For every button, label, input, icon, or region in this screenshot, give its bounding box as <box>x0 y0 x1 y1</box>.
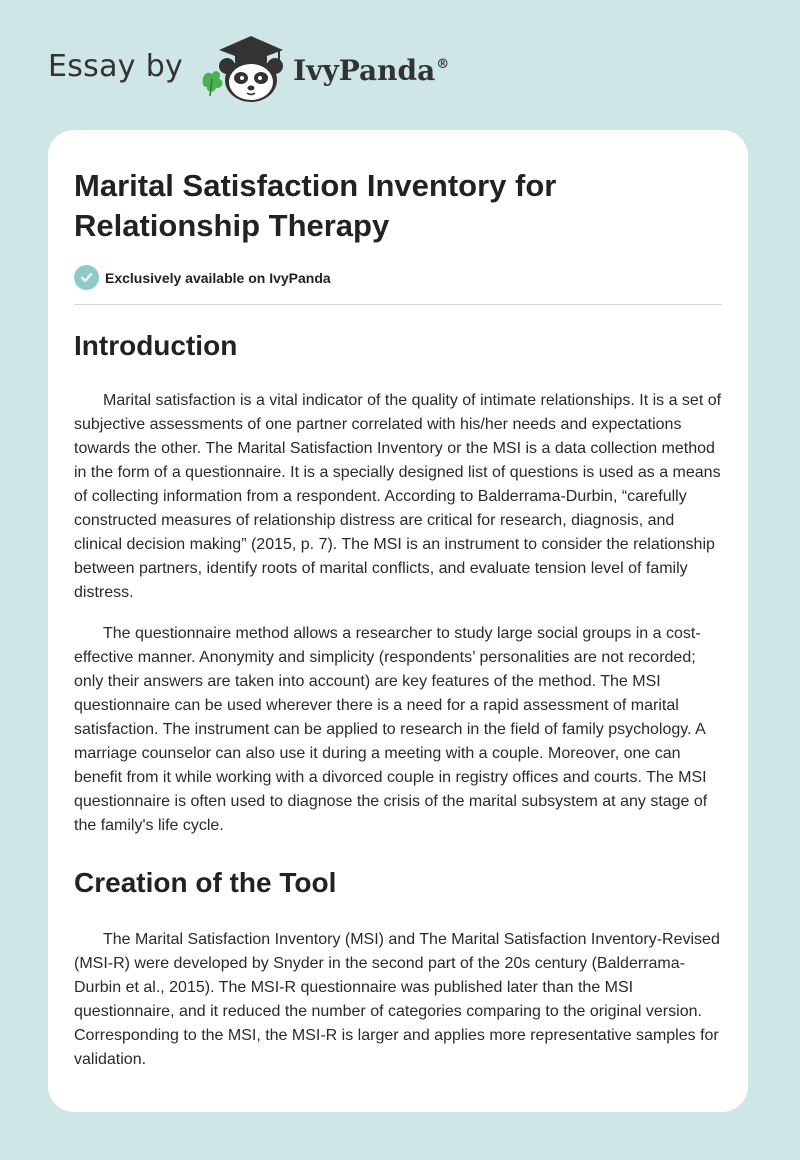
panda-logo-icon[interactable] <box>199 32 291 108</box>
site-header <box>48 30 449 110</box>
section-heading-introduction: Introduction <box>74 330 238 361</box>
paragraph: The questionnaire method allows a researcher to study large social groups in a cost-effective manner. Anonymity and simplicity (respondents’ personalities are not recorded; only their answers are taken into account) are key features of the method. The MSI questionnaire can be used wherever there is a need for a rapid assessment of marital satisfaction. The instrument can be applied to research in the field of family psychology. A marriage counselor can also use it during a meeting with a couple. Moreover, one can benefit from it while working with a divorced couple in registry offices and courts. The MSI questionnaire is often used to diagnose the crisis of the marital subsystem at any stage of the family's life cycle. <box>74 625 708 834</box>
page-title: Marital Satisfaction Inventory for Relationship Therapy <box>74 168 557 243</box>
essay-by-label: Essay by <box>48 48 184 84</box>
check-icon <box>74 265 99 290</box>
registered-mark: ® <box>436 56 450 72</box>
paragraph: The Marital Satisfaction Inventory (MSI) and The Marital Satisfaction Inventory-Revised (MSI-R) were developed by Snyder in the second part of the 20s century (Balderrama-Durbin et al., 2015). The MSI-R questionnaire was published later than the MSI questionnaire, and it reduced the number of categories comparing to the original version. Corresponding to the MSI, the MSI-R is larger and applies more representative samples for validation. <box>74 931 720 1068</box>
brand-name[interactable]: IvyPanda® <box>293 53 450 87</box>
paragraph: Marital satisfaction is a vital indicator of the quality of intimate relationships. It is a set of subjective assessments of one partner correlated with his/her needs and expectations towards the other. The Marital Satisfaction Inventory or the MSI is a data collection method in the form of a questionnaire. It is a specially designed list of questions is used as a means of collecting information from a respondent. According to Balderrama-Durbin, “carefully constructed measures of relationship distress are critical for research, diagnosis, and clinical decision making” (2015, p. 7). The MSI is an instrument to consider the relationship between partners, identify roots of marital conflicts, and evaluate tension level of family distress. <box>74 392 722 601</box>
exclusive-badge-label: Exclusively available on IvyPanda <box>105 269 331 286</box>
section-heading-creation-of-the-tool: Creation of the Tool <box>74 867 337 898</box>
exclusive-badge <box>74 265 722 305</box>
essay-card <box>48 130 748 1112</box>
